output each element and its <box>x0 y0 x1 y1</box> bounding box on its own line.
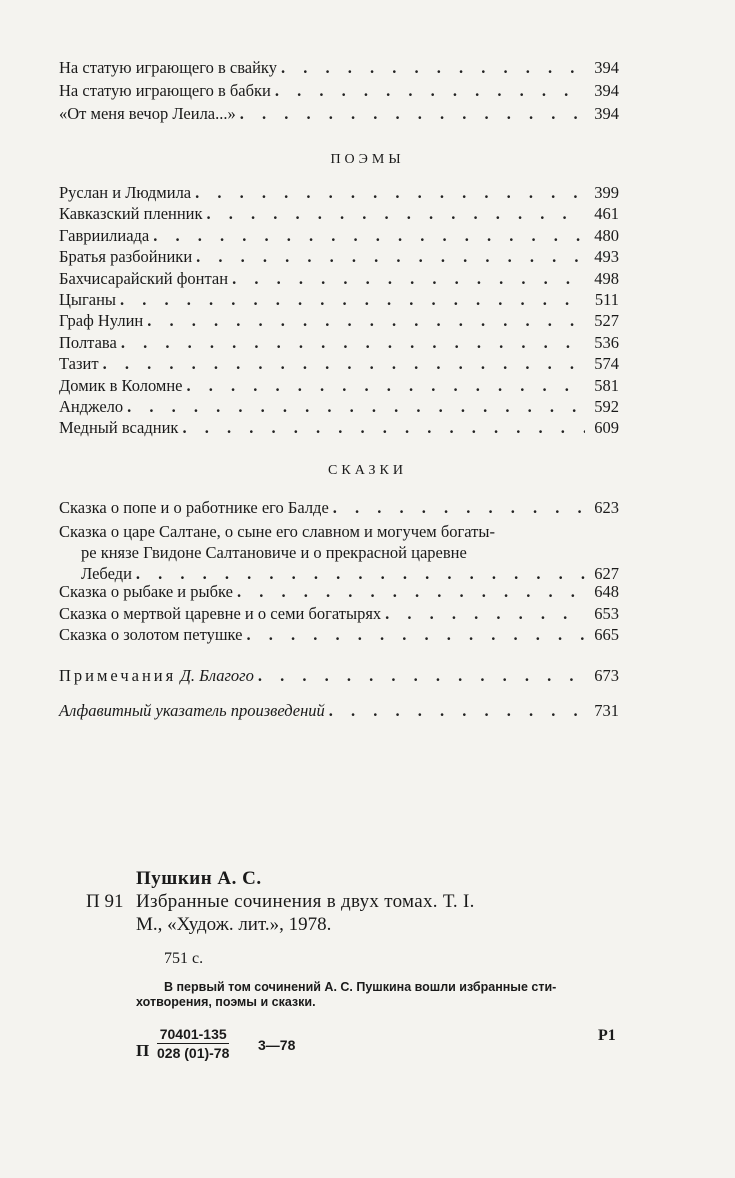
toc-title: Анджело <box>59 397 124 416</box>
toc-page-number: 511 <box>594 290 619 309</box>
dot-leader <box>183 376 585 396</box>
toc-entry <box>59 104 619 124</box>
card-page-count: 751 с. <box>164 950 204 967</box>
poems-heading: ПОЭМЫ <box>330 152 405 167</box>
toc-title: На статую играющего в бабки <box>59 81 271 100</box>
toc-page-number: 394 <box>594 58 619 77</box>
toc-page-number: 653 <box>594 603 619 623</box>
dot-leader <box>149 226 585 246</box>
dot-leader <box>123 397 585 417</box>
card-annotation <box>136 980 626 1010</box>
dot-leader <box>277 58 585 78</box>
toc-entry <box>59 498 619 518</box>
toc-entry <box>59 418 619 438</box>
toc-page-number: 623 <box>594 498 619 517</box>
toc-entry <box>59 604 619 624</box>
toc-page-number: 498 <box>594 268 619 288</box>
toc-title: Гавриилиада <box>59 225 150 245</box>
dot-leader <box>271 81 585 101</box>
dot-leader <box>242 625 585 645</box>
dot-leader <box>254 666 585 686</box>
toc-title-line: Сказка о царе Салтане, о сыне его славном и могучем богаты- <box>59 522 495 541</box>
toc-title: Бахчисарайский фонтан <box>59 268 229 288</box>
dot-leader <box>178 418 585 438</box>
dot-leader <box>233 582 585 602</box>
dot-leader <box>329 498 585 518</box>
toc-title: Медный всадник <box>59 418 179 438</box>
toc-title: Кавказский пленник <box>59 204 203 224</box>
toc-page-number: 731 <box>594 701 619 720</box>
toc-entry <box>59 204 619 224</box>
tales-heading: СКАЗКИ <box>328 463 407 478</box>
toc-title: Руслан и Людмила <box>59 183 192 202</box>
dot-leader <box>117 333 585 353</box>
toc-title: На статую играющего в свайку <box>59 58 277 77</box>
dot-leader <box>192 247 585 267</box>
notes-label: Примечания <box>59 666 177 685</box>
toc-page-number: 673 <box>594 666 619 685</box>
toc-entry <box>59 226 619 246</box>
toc-title: Братья разбойники <box>59 247 193 267</box>
notes-author: Д. Благого <box>180 666 254 685</box>
card-library-code: П 91 <box>86 891 124 912</box>
card-index-prefix: П <box>136 1041 150 1060</box>
card-publisher-line: М., «Худож. лит.», 1978. <box>136 914 332 935</box>
dot-leader <box>191 183 585 203</box>
toc-entry <box>59 333 619 353</box>
fraction-denominator: 028 (01)-78 <box>157 1045 230 1061</box>
index-title: Алфавитный указатель произведений <box>59 701 325 720</box>
toc-title: Сказка о мертвой царевне и о семи богатырях <box>59 603 382 623</box>
toc-page-number: 609 <box>594 418 619 438</box>
toc-page-number: 648 <box>594 582 619 601</box>
toc-entry <box>59 311 619 331</box>
toc-entry <box>59 397 619 417</box>
toc-title-line: ре князе Гвидоне Салтановиче и о прекрасной царевне <box>81 543 467 562</box>
card-title-line: Избранные сочинения в двух томах. Т. I. <box>136 891 475 912</box>
toc-page-number: 399 <box>594 183 619 202</box>
toc-page-number: 581 <box>594 375 619 395</box>
toc-page-number: 480 <box>594 225 619 245</box>
toc-page-number: 394 <box>594 81 619 100</box>
dot-leader <box>203 204 585 224</box>
toc-title: Граф Нулин <box>59 311 144 331</box>
toc-title: Лебеди <box>81 564 132 583</box>
dot-leader <box>228 269 585 289</box>
toc-entry-index <box>59 701 619 721</box>
toc-title: Полтава <box>59 332 117 352</box>
dot-leader <box>132 563 594 584</box>
card-index-fraction <box>157 1026 229 1061</box>
dot-leader <box>143 311 585 331</box>
toc-page-number: 527 <box>594 311 619 331</box>
toc-entry <box>59 376 619 396</box>
toc-entry <box>59 58 619 78</box>
toc-entry-notes <box>59 666 619 686</box>
toc-entry <box>59 290 619 310</box>
dot-leader <box>325 701 585 721</box>
toc-entry <box>59 625 619 645</box>
toc-title: Сказка о попе и о работнике его Балде <box>59 498 329 517</box>
toc-entry <box>59 247 619 267</box>
toc-page-number: 627 <box>594 564 619 583</box>
toc-title-line <box>59 563 619 584</box>
toc-entry <box>59 81 619 101</box>
dot-leader <box>99 354 585 374</box>
toc-title: Сказка о золотом петушке <box>59 625 243 644</box>
toc-title: Цыганы <box>59 290 117 309</box>
toc-page-number: 394 <box>594 104 619 123</box>
toc-entry <box>59 582 619 602</box>
toc-title: Домик в Коломне <box>59 375 183 395</box>
toc-entry <box>59 183 619 203</box>
toc-page-number: 665 <box>594 625 619 644</box>
toc-entry-saltan <box>59 521 619 584</box>
toc-entry <box>59 354 619 374</box>
toc-title: Сказка о рыбаке и рыбке <box>59 582 233 601</box>
toc-title: «От меня вечор Леила...» <box>59 104 236 123</box>
fraction-numerator: 70401-135 <box>157 1026 229 1044</box>
card-year-code: 3—78 <box>258 1037 296 1053</box>
toc-page-number: 461 <box>594 204 619 224</box>
dot-leader <box>381 604 585 624</box>
toc-page-number: 574 <box>594 354 619 374</box>
toc-page-number: 493 <box>594 247 619 267</box>
annotation-line: хотворения, поэмы и сказки. <box>136 995 316 1009</box>
toc-title: Тазит <box>59 354 99 374</box>
card-classification-code: Р1 <box>598 1027 616 1044</box>
dot-leader <box>236 104 585 124</box>
dot-leader <box>116 290 585 310</box>
annotation-line: В первый том сочинений А. С. Пушкина вошли избранные сти- <box>164 980 557 994</box>
toc-page-number: 536 <box>594 332 619 352</box>
toc-page-number: 592 <box>594 397 619 416</box>
card-author: Пушкин А. С. <box>136 868 262 889</box>
toc-entry <box>59 269 619 289</box>
